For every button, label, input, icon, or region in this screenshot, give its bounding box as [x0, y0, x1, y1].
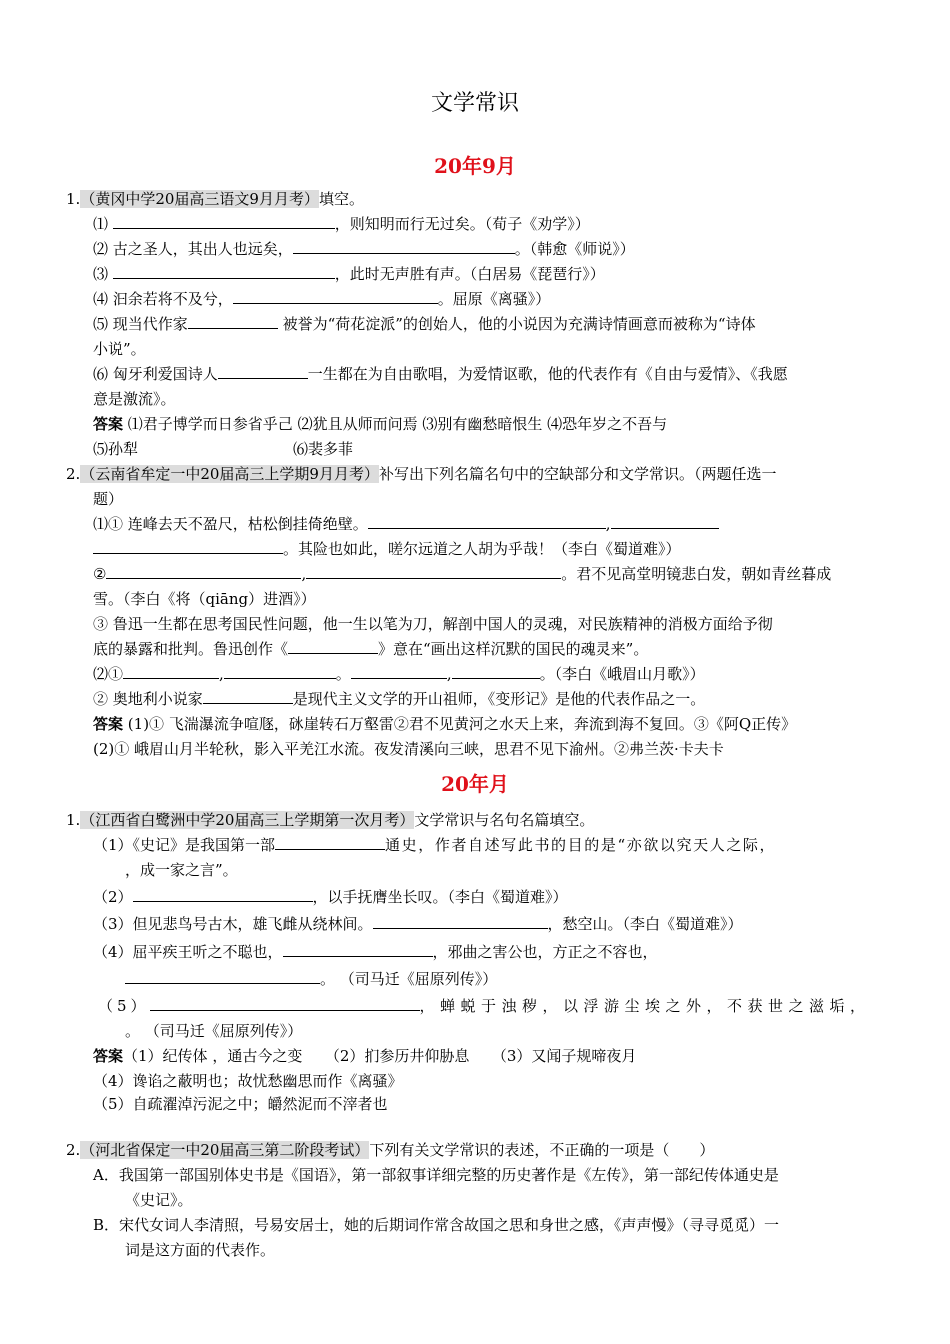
q1-answer-cont: ⑸孙犁 ⑹裴多菲: [93, 440, 354, 458]
q1b-answer-2: （4）谗谄之蔽明也；故忧愁幽思而作《离骚》: [93, 1072, 403, 1090]
section-heading-2: 20年月: [441, 772, 509, 796]
question-stem: 填空。: [318, 190, 364, 208]
q1b-answer: 答案（1）纪传体 ，通古今之变 （2）扪参历井仰胁息 （3）又闻子规啼夜月: [93, 1047, 637, 1065]
q1-item-4: ⑷ 汩余若将不及兮， 。屈原《离骚》）: [93, 290, 551, 308]
q1-item-1: ⑴ ，则知明而行无过矣。（荀子《劝学》）: [93, 215, 590, 233]
fill-blank: [233, 289, 438, 304]
option-a-cont: 《史记》。: [125, 1191, 193, 1209]
q2-line-2: 。其险也如此，嗟尔远道之人胡为乎哉！（李白《蜀道难》）: [93, 539, 681, 559]
fill-blank: [275, 835, 385, 850]
fill-blank: [150, 996, 420, 1011]
fill-blank: [368, 514, 606, 529]
q2-line-4: 雪。（李白《将（qiāng）进酒》）: [93, 590, 316, 608]
question-2-header: 2.（云南省牟定一中20届高三上学期9月月考）补写出下列名篇名句中的空缺部分和文学常识。（两题任选一: [66, 465, 777, 483]
fill-blank: [218, 364, 308, 379]
question-1-header: [66, 189, 364, 209]
fill-blank: [125, 969, 320, 984]
q2-line-8: ② 奥地利小说家 是现代主义文学的开山祖师，《变形记》是他的代表作品之一。: [93, 690, 706, 708]
fill-blank: [113, 214, 335, 229]
question-1b-header: 1.（江西省白鹭洲中学20届高三上学期第一次月考）文学常识与名句名篇填空。: [66, 811, 595, 829]
q1-item-5: ⑸ 现当代作家 被誉为“荷花淀派”的创始人，他的小说因为充满诗情画意而被称为“诗体: [93, 315, 756, 333]
fill-blank: [306, 564, 561, 579]
fill-blank: [93, 539, 283, 554]
fill-blank: [452, 664, 540, 679]
option-a: A．我国第一部国别体史书是《国语》，第一部叙事详细完整的历史著作是《左传》，第一部纪传体通史是: [93, 1166, 779, 1184]
document-title: 文学常识: [430, 91, 519, 116]
fill-blank: [611, 514, 719, 529]
question-source: （黄冈中学20届高三语文9月月考）: [80, 190, 319, 208]
q1b-line-2: （2） ，以手抚膺坐长叹。（李白《蜀道难》）: [93, 888, 568, 906]
question-source: （河北省保定一中20届高三第二阶段考试）: [80, 1141, 370, 1159]
section-heading-1: 20年9月: [434, 154, 516, 178]
fill-blank: [106, 564, 301, 579]
q1b-answer-3: （5）自疏濯淖污泥之中；皭然泥而不滓者也: [93, 1095, 388, 1113]
q1-item-2: ⑵ 古之圣人，其出人也远矣， 。（韩愈《师说》）: [93, 240, 635, 258]
q2-answer: 答案 (1)① 飞湍瀑流争喧豗，砯崖转石万壑雷②君不见黄河之水天上来，奔流到海不复回。③《阿Q正传》: [93, 715, 797, 733]
q2-line-5: ③ 鲁迅一生都在思考国民性问题，他一生以笔为刀，解剖中国人的灵魂，对民族精神的消极方面给予彻: [93, 615, 773, 633]
option-b: B．宋代女词人李清照，号易安居士，她的后期词作常含故国之思和身世之感，《声声慢》（寻寻觅觅）一: [93, 1216, 780, 1234]
fill-blank: [283, 942, 433, 957]
q1-answer: 答案 ⑴君子博学而日参省乎己 ⑵犹且从师而问焉 ⑶别有幽愁暗恨生 ⑷恐年岁之不吾与: [93, 415, 668, 433]
option-b-cont: 词是这方面的代表作。: [125, 1241, 276, 1259]
fill-blank: [373, 914, 548, 929]
question-source: （江西省白鹭洲中学20届高三上学期第一次月考）: [80, 811, 415, 829]
q1b-line-4: （4）屈平疾王听之不聪也， ，邪曲之害公也，方正之不容也，: [93, 943, 658, 961]
fill-blank: [133, 887, 313, 902]
fill-blank: [188, 314, 278, 329]
fill-blank: [293, 239, 515, 254]
answer-label: 答案: [93, 1047, 124, 1065]
q2-line-3: ② , 。君不见高堂明镜悲白发，朝如青丝暮成: [93, 565, 832, 583]
fill-blank: [113, 264, 335, 279]
question-2b-header: 2.（河北省保定一中20届高三第二阶段考试）下列有关文学常识的表述，不正确的一项是（ ）: [66, 1141, 715, 1159]
fill-blank: [351, 664, 447, 679]
q1-item-3: ⑶ ，此时无声胜有声。（白居易《琵琶行》）: [93, 265, 605, 283]
question-number: 1.: [66, 190, 81, 208]
q1b-line-3: （3）但见悲鸟号古木，雄飞雌从绕林间。 ，愁空山。（李白《蜀道难》）: [93, 915, 743, 933]
q1b-line-7: 。 （司马迁《屈原列传》）: [125, 1022, 303, 1040]
fill-blank: [288, 639, 378, 654]
q1-item-6: ⑹ 匈牙利爱国诗人 一生都在为自由歌唱，为爱情讴歌，他的代表作有《自由与爱情》、《我愿: [93, 365, 788, 383]
answer-label: 答案: [93, 715, 124, 733]
q1-item-5-cont: 小说”。: [93, 340, 146, 358]
q1b-line-6: （5） ，蝉蜕于浊秽，以浮游尘埃之外，不获世之滋垢，: [98, 997, 871, 1015]
q2-answer-cont: (2)① 峨眉山月半轮秋，影入平羌江水流。夜发清溪向三峡，思君不见下渝州。②弗兰茨·卡夫卡: [93, 740, 724, 758]
fill-blank: [203, 689, 293, 704]
question-2-stem-cont: 题）: [93, 490, 124, 508]
q2-line-7: ⑵① , 。 , 。（李白《峨眉山月歌》）: [93, 665, 705, 683]
q1b-line-5: 。 （司马迁《屈原列传》）: [125, 969, 497, 989]
q1b-line-1: （1）《史记》是我国第一部 通史，作者自述写此书的目的是“亦欲以究天人之际，: [93, 836, 777, 854]
q1b-line-1-cont: ，成一家之言”。: [125, 861, 238, 879]
fill-blank: [224, 664, 336, 679]
q2-line-1: ⑴① 连峰去天不盈尺，枯松倒挂倚绝壁。 ,: [93, 514, 719, 534]
answer-label: 答案: [93, 415, 124, 433]
fill-blank: [123, 664, 219, 679]
q2-line-6: 底的暴露和批判。鲁迅创作《 》意在“画出这样沉默的国民的魂灵来”。: [93, 640, 649, 658]
q1-item-6-cont: 意是激流》。: [93, 390, 176, 408]
question-source: （云南省牟定一中20届高三上学期9月月考）: [80, 465, 379, 483]
